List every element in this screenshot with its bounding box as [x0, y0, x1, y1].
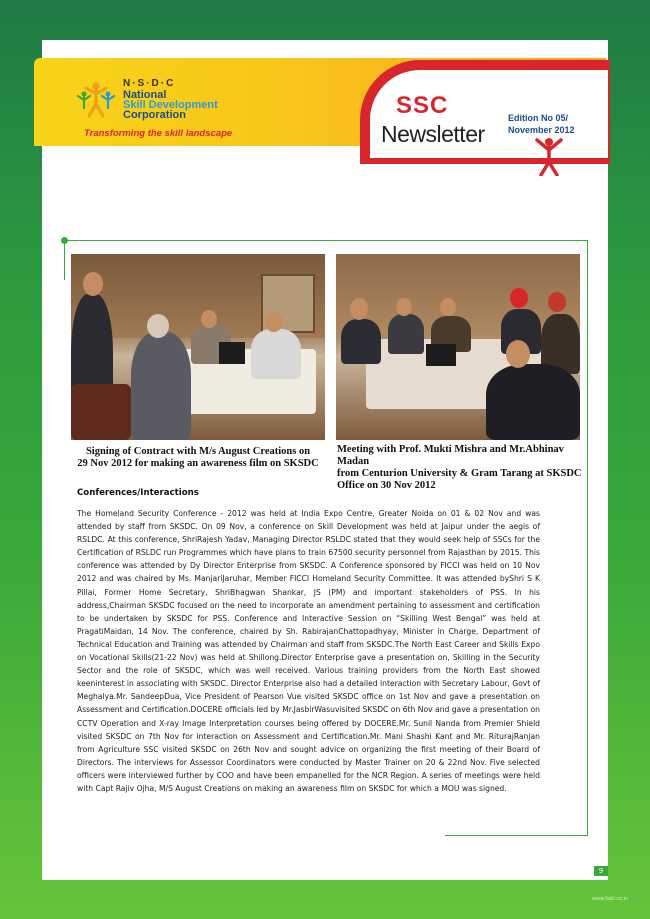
- frame-line-top: [64, 240, 588, 241]
- frame-line-right: [587, 240, 588, 836]
- caption-2-line3: Office on 30 Nov 2012: [337, 480, 436, 491]
- photo-meeting: [336, 254, 580, 440]
- org-tagline: Transforming the skill landscape: [84, 128, 233, 139]
- frame-line-left: [64, 240, 65, 280]
- edition-label: [508, 112, 575, 136]
- person-figure-icon: [532, 136, 566, 176]
- org-name-line2: Skill Development: [123, 99, 218, 111]
- newsletter-ssc-label: SSC: [396, 92, 449, 119]
- edition-line1: Edition No 05/: [508, 113, 569, 123]
- photo-contract-signing: [71, 254, 325, 440]
- caption-2-line1: Meeting with Prof. Mukti Mishra and Mr.Abhinav Madan: [337, 444, 564, 467]
- people-logo-icon: [76, 80, 116, 120]
- newsletter-title: Newsletter: [381, 121, 485, 147]
- caption-1-line2: 29 Nov 2012 for making an awareness film on SKSDC: [77, 458, 319, 469]
- website-link[interactable]: www.fabi.co.in: [592, 896, 629, 902]
- photo-caption-2: [337, 444, 585, 492]
- frame-line-bottom: [445, 835, 588, 836]
- caption-1-line1: Signing of Contract with M/s August Creations on: [85, 446, 311, 457]
- page-number: 9: [594, 866, 608, 876]
- org-abbreviation: N·S·D·C: [123, 78, 176, 89]
- section-body: The Homeland Security Conference - 2012 was held at India Expo Centre, Greater Noida on 01 & 02 Nov and was attended by staff from SKSDC. On 09 Nov, a conference on Skill Development was held at Jaipur under the aegis of RSLDC. At this conference, ShriRajesh Yadav, Managing Director RSLDC stated that they would seek help of SSCs for the Certification of RSLDC run Programmes which have plans to train 67500 security personnel from Rajasthan by 2015. This conference was attended by Dy Director Enterprise from SKSDC. A Conference sponsored by FICCI was held on 10 Nov 2012 and was chaired by Ms. ManjariJaruhar, Member FICCI Homeland Security Committee. It was attended byShri S K Pillai, Former Home Secretary, ShriBhagwan Shankar, JS (PM) and important stakeholders of PSS. In his address,Chairman SKSDC focused on the need to incorporate an amendment pertaining to assessment and certification to be undertaken by SKSDC for PSS. Conference and Interactive Session on “Skilling West Bengal” was held at PragatiMaidan, 14 Nov. The conference, chaired by Sh. RabirajanChattopadhyay, Minister in Charge, Department of Technical Education and Training was attended by Chairman and staff from SKSDC.The North East Career and Skills Expo on Vocational Skills(21-22 Nov) was held at Shillong.Director Enterprise gave a presentation on, Skilling in the Security Sector and the role of SKSDC, which was well received. Various training providers from the North East showed keeninterest in associating with SKSDC. Director Enterprise also had a detailed interaction with Secretary Labour, Govt of Meghalya.Mr. SandeepDua, Vice President of Pearson Vue visited SKSDC office on 1st Nov and gave a presentation on Assessment and Certification.DOCERE officials led by Mr.JasbirWasuvisited SKSDC on 6th Nov and gave a presentation on CCTV Operation and X-ray Image Interpretation courses being offered by DOCERE.Mr. Sunil Nanda from Premier Shield visited SKSDC on 7th Nov for interaction on Assessment and Certification.Mr. Mani Shashi Kant and Mr. RiturajRanjan from Agriculture SSC visited SKSDC on 26th Nov and sought advice on organizing the first meeting of their Board of Directors. The interviews for Assessor Coordinators were conducted by Master Trainer on 20 & 22nd Nov. Five selected officers were interviewed further by COO and have been empanelled for the NCR Region. A series of meetings were held with Capt Rajiv Ojha, M/S August Creations on making an awareness film on SKSDC for which a MOU was signed.: [77, 509, 540, 793]
- edition-line2: November 2012: [508, 125, 575, 135]
- org-name-line3: Corporation: [123, 109, 186, 121]
- caption-2-line2: from Centurion University & Gram Tarang at SKSDC: [337, 468, 582, 479]
- section-heading: Conferences/Interactions: [77, 488, 199, 498]
- org-name-line1: National: [123, 89, 167, 101]
- photo-caption-1: [71, 446, 325, 470]
